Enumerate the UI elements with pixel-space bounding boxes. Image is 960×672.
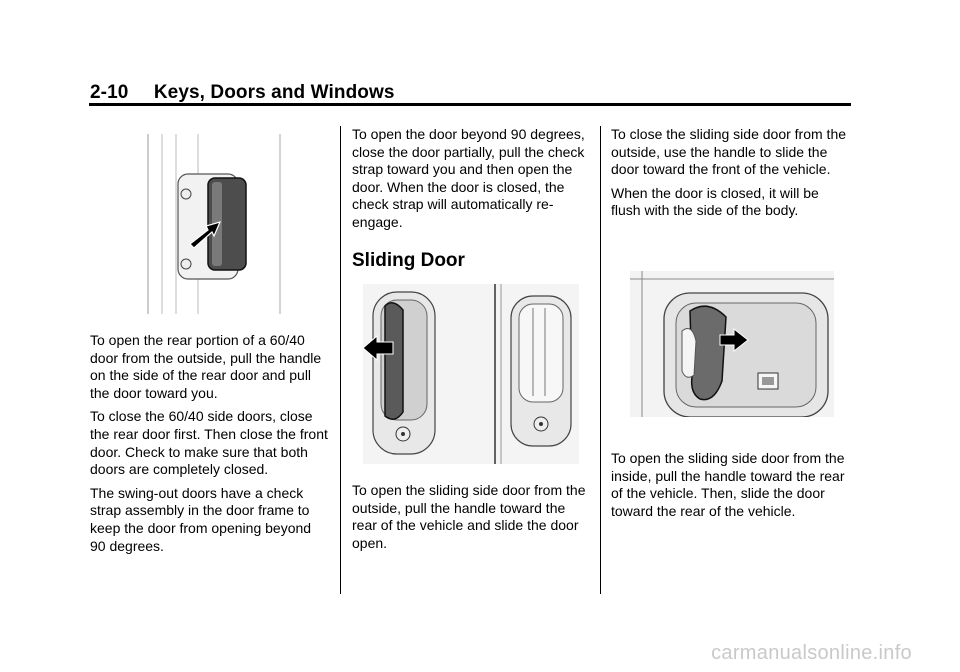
paragraph: The swing-out doors have a check strap assembly in the door frame to keep the door from opening beyond 90 degrees. <box>90 484 312 554</box>
page-number: 2-10 <box>90 82 129 103</box>
paragraph: When the door is closed, it will be flush with the side of the body. <box>611 184 819 219</box>
sliding-door-outside-handle-illustration <box>363 284 579 464</box>
section-title: Keys, Doors and Windows <box>153 82 395 103</box>
header-rule <box>89 103 851 106</box>
paragraph: To open the sliding side door from the outside, pull the handle toward the rear of the vehicle and slide the door open. <box>352 482 586 551</box>
column-2-text <box>352 126 592 299</box>
rear-door-handle-illustration <box>138 134 290 314</box>
watermark: carmanualsonline.info <box>711 642 912 664</box>
column-2-text-bottom <box>352 482 592 558</box>
page-header <box>90 82 395 104</box>
paragraph: To open the door beyond 90 degrees, close the door partially, pull the check strap toward you and then open the door. When the door is closed, the check strap will automatically re-engage. <box>352 126 585 230</box>
sliding-door-inside-handle-illustration <box>630 271 834 417</box>
column-3-text <box>611 126 851 226</box>
paragraph: To close the sliding side door from the outside, use the handle to slide the door toward the front of the vehicle. <box>611 126 847 178</box>
column-divider-2 <box>600 126 601 594</box>
column-3-text-bottom <box>611 450 851 526</box>
paragraph: To open the rear portion of a 60/40 door from the outside, pull the handle on the side of the rear door and pull the door toward you. <box>90 332 322 401</box>
column-divider-1 <box>340 126 341 594</box>
paragraph: To open the sliding side door from the inside, pull the handle toward the rear of the vehicle. Then, slide the door toward the rear of the vehicle. <box>611 450 845 519</box>
section-heading: Sliding Door <box>352 249 465 271</box>
column-1-text <box>90 332 330 561</box>
paragraph: To close the 60/40 side doors, close the rear door first. Then close the front door. Check to make sure that both doors are completely closed. <box>90 408 328 478</box>
